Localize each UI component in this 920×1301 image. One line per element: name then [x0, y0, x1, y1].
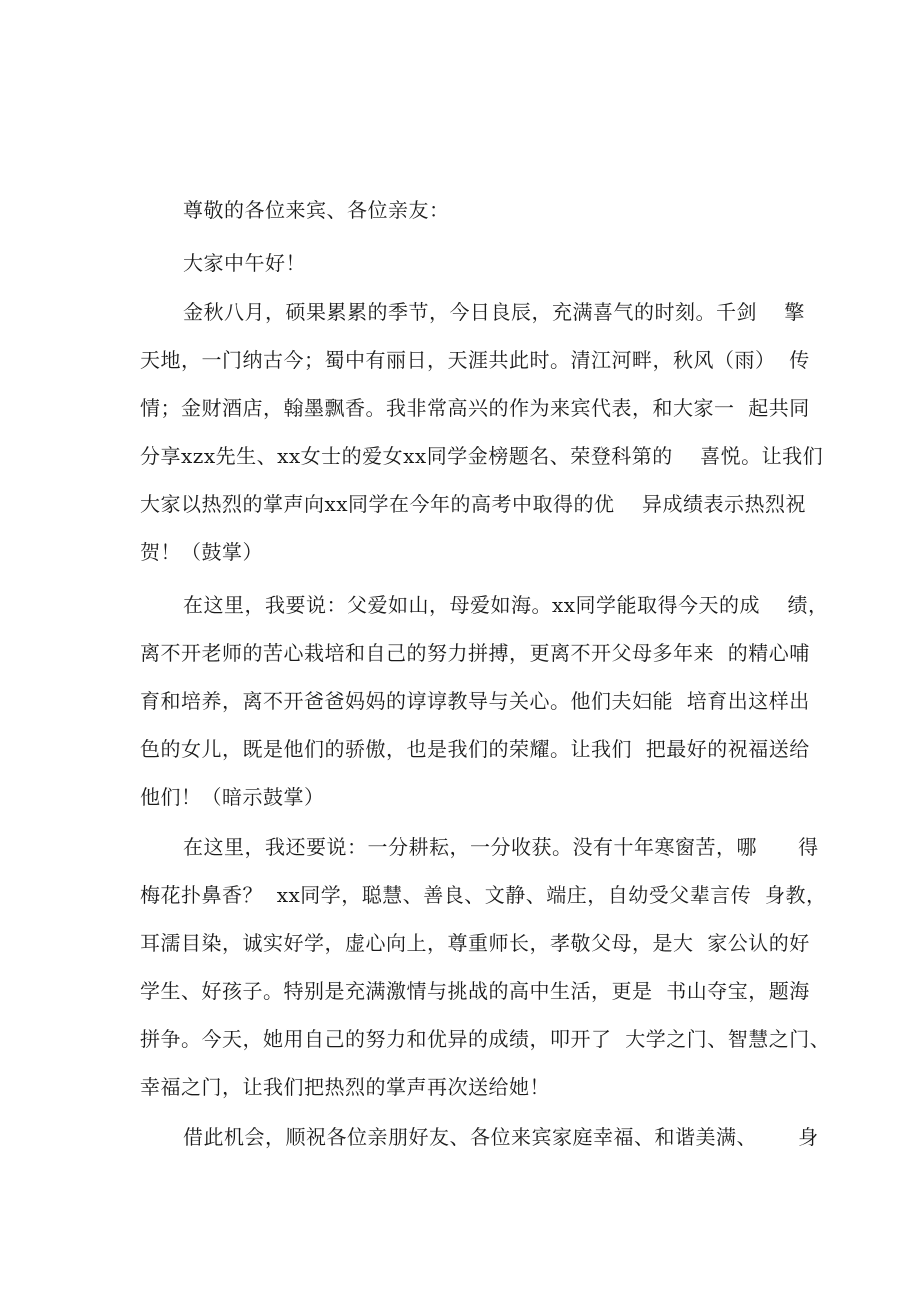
paragraph-1-line-5: 大家以热烈的掌声向xx同学在今年的高考中取得的优 异成绩表示热烈祝 — [140, 492, 806, 516]
paragraph-3-line-6: 幸福之门，让我们把热烈的掌声再次送给她！ — [140, 1075, 550, 1099]
paragraph-2-line-2: 离不开老师的苦心栽培和自己的努力拼搏，更离不开父母多年来 的精心哺 — [140, 641, 810, 665]
paragraph-4-line-1: 借此机会，顺祝各位亲朋好友、各位来宾家庭幸福、和谐美满、 身 — [183, 1125, 819, 1149]
salutation-line: 尊敬的各位来宾、各位亲友： — [183, 198, 450, 222]
paragraph-1-line-4: 分享xzx先生、xx女士的爱女xx同学金榜题名、荣登科第的 喜悦。让我们 — [140, 444, 824, 468]
paragraph-3-line-5: 拼争。今天，她用自己的努力和优异的成绩，叩开了 大学之门、智慧之门、 — [140, 1027, 831, 1051]
paragraph-2-line-4: 色的女儿，既是他们的骄傲，也是我们的荣耀。让我们 把最好的祝福送给 — [140, 737, 810, 761]
paragraph-3-line-4: 学生、好孩子。特别是充满激情与挑战的高中生活，更是 书山夺宝，题海 — [140, 979, 810, 1003]
paragraph-1-line-1: 金秋八月，硕果累累的季节，今日良辰，充满喜气的时刻。千剑 擎 — [183, 300, 805, 324]
greeting-line: 大家中午好！ — [183, 251, 306, 275]
paragraph-3-line-2: 梅花扑鼻香？ xx同学，聪慧、善良、文静、端庄，自幼受父辈言传 身教， — [140, 883, 827, 907]
paragraph-1-line-6: 贺！（鼓掌） — [140, 540, 263, 564]
paragraph-1-line-3: 情；金财酒店，翰墨飘香。我非常高兴的作为来宾代表，和大家一 起共同 — [140, 396, 810, 420]
paragraph-2-line-3: 育和培养，离不开爸爸妈妈的谆谆教导与关心。他们夫妇能 培育出这样出 — [140, 689, 810, 713]
paragraph-2-line-5: 他们！（暗示鼓掌） — [140, 785, 325, 809]
paragraph-3-line-1: 在这里，我还要说：一分耕耘，一分收获。没有十年寒窗苦，哪 得 — [183, 835, 819, 859]
paragraph-1-line-2: 天地，一门纳古今；蜀中有丽日，天涯共此时。清江河畔，秋风（雨） 传 — [140, 348, 810, 372]
paragraph-3-line-3: 耳濡目染，诚实好学，虚心向上，尊重师长，孝敬父母，是大 家公认的好 — [140, 931, 810, 955]
paragraph-2-line-1: 在这里，我要说：父爱如山，母爱如海。xx同学能取得今天的成 绩， — [183, 593, 829, 617]
